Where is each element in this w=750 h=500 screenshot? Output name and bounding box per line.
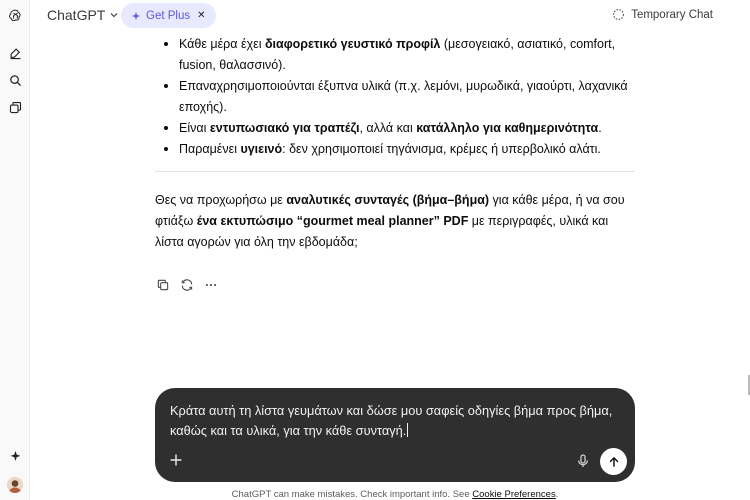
arrow-up-icon (607, 455, 621, 469)
microphone-icon[interactable] (575, 453, 591, 469)
send-button[interactable] (600, 448, 627, 475)
cookie-preferences-link[interactable]: Cookie Preferences (472, 489, 556, 500)
close-icon[interactable]: ✕ (197, 10, 206, 21)
composer[interactable] (155, 388, 635, 482)
divider (155, 171, 635, 172)
list-item: Παραμένει υγιεινό: δεν χρησιμοποιεί τηγάνισμα, κρέμες ή υπερβολικό αλάτι. (155, 139, 635, 160)
more-icon[interactable] (203, 277, 219, 293)
footer-disclaimer: ChatGPT can make mistakes. Check important info. See Cookie Preferences. (231, 489, 559, 500)
message-input[interactable]: Κράτα αυτή τη λίστα γευμάτων και δώσε μου σαφείς οδηγίες βήμα προς βήμα, καθώς και τα υλικά, για την κάθε συνταγή. (170, 403, 613, 438)
regenerate-icon[interactable] (179, 277, 195, 293)
plus-icon[interactable] (168, 452, 184, 468)
list-item: Επαναχρησιμοποιούνται έξυπνα υλικά (π.χ. λεμόνι, μυρωδικά, γιαούρτι, λαχανικά εποχής). (155, 76, 635, 118)
sparkle-icon (131, 11, 141, 21)
dashed-circle-icon (612, 8, 625, 21)
search-icon[interactable] (5, 70, 25, 90)
model-name: ChatGPT (47, 7, 106, 23)
closing-paragraph: Θες να προχωρήσω με αναλυτικές συνταγές (βήμα–βήμα) για κάθε μέρα, ή να σου φτιάξω ένα εκτυπώσιμο “gourmet meal planner” PDF με περιγραφές, υλικά και λίστα αγορών για όλη την εβδομάδα; (155, 193, 625, 249)
chevron-down-icon (109, 10, 119, 20)
temporary-chat-button[interactable] (612, 8, 713, 21)
get-plus-button[interactable] (121, 3, 216, 28)
bullet-list (155, 34, 635, 160)
new-chat-icon[interactable] (5, 43, 25, 63)
model-selector[interactable] (47, 7, 119, 23)
message-actions (155, 277, 219, 293)
assistant-message (155, 34, 635, 253)
left-rail (0, 0, 30, 500)
library-icon[interactable] (5, 97, 25, 117)
sparkle-icon[interactable] (5, 446, 25, 466)
top-bar (31, 0, 750, 32)
copy-icon[interactable] (155, 277, 171, 293)
list-item: Κάθε μέρα έχει διαφορετικό γευστικό προφίλ (μεσογειακό, ασιατικό, comfort, fusion, θαλασσινό). (155, 34, 635, 76)
temporary-chat-label: Temporary Chat (631, 8, 713, 21)
openai-logo-icon[interactable] (5, 5, 25, 25)
list-item: Είναι εντυπωσιακό για τραπέζι, αλλά και κατάλληλο για καθημερινότητα. (155, 118, 635, 139)
get-plus-label: Get Plus (146, 9, 191, 22)
